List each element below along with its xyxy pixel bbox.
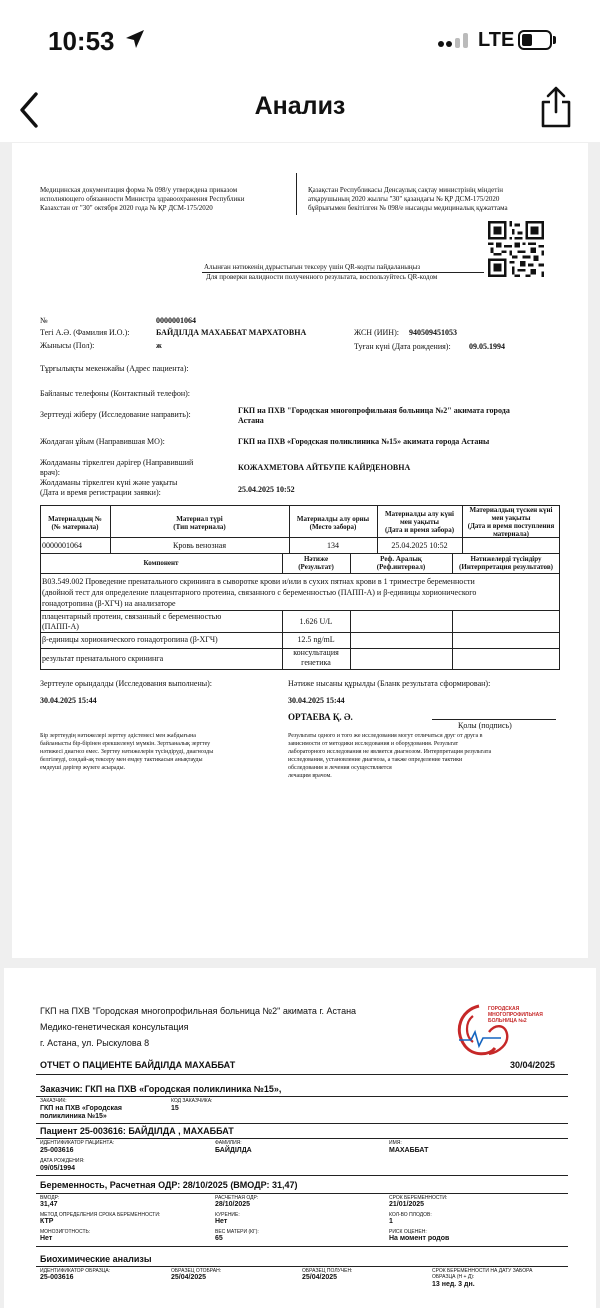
header-divider — [296, 173, 297, 215]
term-at-draw-value: 13 нед. 3 дн. — [432, 1281, 475, 1288]
sample-taken-value: 25/04/2025 — [171, 1274, 207, 1281]
mono-label: МОНОЗИГОТНОСТЬ: — [40, 1229, 91, 1235]
header-kz: Қазақстан Республикасы Денсаулық сақтау министрінің міндетін атқарушының 2020 жылғы "30" қазандағы № ҚР ДСМ-175/2020 бұйрығымен бекітілген № 098/е нысанды медициналық құжаттама — [308, 186, 508, 212]
sample-id-value: 25-003616 — [40, 1274, 74, 1281]
odr-value: 28/10/2025 — [215, 1201, 251, 1208]
method-label: МЕТОД ОПРЕДЕЛЕНИЯ СРОКА БЕРЕМЕННОСТИ: — [40, 1212, 161, 1218]
hospital-address: г. Астана, ул. Рыскулова 8 — [40, 1038, 150, 1048]
mo-value: ГКП на ПХВ «Городская поликлиника №15» акимата города Астаны — [238, 437, 490, 446]
th-collection-date: Материалды алу күні мен уақыты (Дата и время забора) — [384, 510, 455, 534]
battery-icon — [518, 30, 552, 50]
disclaimer-ru: Результаты одного и того же исследования могут отличаться друг от друга в зависимости от методики исследования и оборудования. Результат лабораторного исследования не является диагнозом. Интерпретация результата исследования, установление диагноза, а также определение тактики обследования и лечения осуществляется лечащим врачом. — [288, 733, 492, 779]
nav-bar — [0, 80, 600, 142]
th-ref-interval: Реф. Аралық (Реф.интервал) — [376, 555, 426, 571]
term-value: 21/01/2025 — [389, 1201, 425, 1208]
patient-id-value: 25-003616 — [40, 1147, 74, 1154]
sex-label: Жынысы (Пол): — [40, 341, 95, 350]
collection-place-cell: 134 — [327, 541, 339, 550]
department: Медико-генетическая консультация — [40, 1022, 189, 1032]
material-number-cell: 0000001064 — [42, 541, 82, 550]
th-component: Компонент — [143, 559, 179, 567]
sample-id-label: ИДЕНТИФИКАТОР ОБРАЗЦА: — [40, 1268, 111, 1274]
logo-text: ГОРОДСКАЯ МНОГОПРОФИЛЬНАЯ БОЛЬНИЦА №2 — [488, 1006, 543, 1024]
divider — [36, 1193, 568, 1194]
result-value: консультация генетика — [293, 648, 339, 667]
result-value: 1.626 U/L — [299, 617, 333, 626]
name-label: ИМЯ: — [389, 1140, 402, 1146]
weight-label: ВЕС МАТЕРИ (КГ): — [215, 1229, 259, 1235]
page-title: Анализ — [254, 92, 346, 120]
smoking-value: Нет — [215, 1218, 228, 1225]
done-label: Зерттеуле орындалды (Исследования выполнены): — [40, 679, 212, 688]
customer-code-label: КОД ЗАКАЗЧИКА: — [171, 1098, 213, 1104]
table-col-line — [452, 610, 453, 670]
formed-label: Нәтиже нысаны құрылды (Бланк результата сформирован): — [288, 679, 491, 688]
patient-heading: Пациент 25-003616: БАЙДІЛДА , МАХАББАТ — [40, 1126, 234, 1136]
sample-received-label: ОБРАЗЕЦ ПОЛУЧЕН: — [302, 1268, 353, 1274]
mono-value: Нет — [40, 1235, 53, 1242]
result-component: результат пренатального скрининга — [42, 654, 164, 663]
qr-code-icon — [488, 221, 544, 277]
vmodr-label: ВМОДР: — [40, 1195, 60, 1201]
doctor-value: КОЖАХМЕТОВА АЙТБУПЕ КАЙРДЕНОВНА — [238, 463, 411, 472]
signature-line — [432, 719, 556, 720]
fio-value: БАЙДІЛДА МАХАББАТ МАРХАТОВНА — [156, 328, 307, 337]
result-value: 12.5 ng/mL — [297, 635, 335, 644]
material-type-cell: Кровь венозная — [173, 541, 226, 550]
number-label: № — [40, 316, 48, 325]
table-row-line — [40, 632, 560, 633]
divider — [36, 1074, 568, 1075]
name-value: МАХАББАТ — [389, 1147, 429, 1154]
result-component: плацентарный протеин, связанный с беременностью (ПАПП-А) — [42, 612, 222, 631]
sex-value: ж — [156, 341, 162, 350]
smoking-label: КУРЕНИЕ: — [215, 1212, 240, 1218]
number-value: 0000001064 — [156, 316, 196, 325]
dob-value: 09.05.1994 — [469, 342, 505, 351]
term-at-draw-label: СРОК БЕРЕМЕННОСТИ НА ДАТУ ЗАБОРА ОБРАЗЦА (Н + Д): — [432, 1268, 533, 1280]
formed-value: 30.04.2025 15:44 — [288, 696, 345, 705]
divider — [36, 1175, 568, 1176]
sample-received-value: 25/04/2025 — [302, 1274, 338, 1281]
customer-code-value: 15 — [171, 1105, 179, 1112]
table-col-line — [350, 610, 351, 670]
address-label: Тұрғылықты мекенжайы (Адрес пациента): — [40, 364, 189, 373]
done-value: 30.04.2025 15:44 — [40, 696, 97, 705]
fetuses-value: 1 — [389, 1218, 393, 1225]
sent-by-value: ГКП на ПХВ "Городская многопрофильная больница №2" акимата города Астана — [238, 406, 510, 425]
mo-label: Жолдаған ұйым (Направившая МО): — [40, 437, 165, 446]
biochem-heading: Биохимические анализы — [40, 1254, 152, 1264]
disclaimer-kz: Бір зерттеудің нәтижелері зерттеу әдістемесі мен жабдығына байланысты бір-бірінен ерекшеленуі мүмкін. Зертханалық зерттеу нәтижесі диагноз емес. Зерттеу нәтижелерін түсіндіруді, диагнозды белгілеуді, сондай-ақ тексеру мен емдеу тактикасын анықтауды емдеуші дәрігер жүзеге асырады. — [40, 733, 214, 771]
share-icon[interactable] — [536, 84, 576, 130]
signature-label: Қолы (подпись) — [458, 721, 512, 730]
table-row-line — [40, 573, 560, 574]
hospital-name: ГКП на ПХВ "Городская многопрофильная больница №2" акимата г. Астана — [40, 1006, 357, 1016]
table-row-line — [40, 610, 560, 611]
divider — [36, 1096, 568, 1097]
report-title: ОТЧЕТ О ПАЦИЕНТЕ БАЙДІЛДА МАХАББАТ — [40, 1060, 236, 1070]
divider — [36, 1246, 568, 1247]
clock: 10:53 — [48, 26, 115, 56]
odr-label: РАСЧЕТНАЯ ОДР: — [215, 1195, 259, 1201]
risk-label: РИСК ОЦЕНЕН: — [389, 1229, 427, 1235]
battery-tip — [553, 36, 556, 44]
fetuses-label: КОЛ-ВО ПЛОДОВ: — [389, 1212, 432, 1218]
th-material-type: Материал түрі (Тип материала) — [173, 515, 226, 531]
method-value: КТР — [40, 1218, 54, 1225]
signal-strength-icon — [438, 32, 470, 50]
divider — [36, 1123, 568, 1124]
table-row-line — [40, 553, 560, 554]
customer-heading: Заказчик: ГКП на ПХВ «Городская поликлиника №15», — [40, 1084, 282, 1094]
vmodr-value: 31,47 — [40, 1201, 58, 1208]
th-result: Нәтиже (Результат) — [298, 555, 334, 571]
reg-label: Жолдаманы тіркелген күні және уақыты (Дата и время регистрации заявки): — [40, 478, 178, 497]
reg-value: 25.04.2025 10:52 — [238, 485, 295, 494]
qr-note-ru: Для проверки валидности полученного результата, воспользуйтесь QR-кодом — [206, 273, 438, 281]
dob-label: Туған күні (Дата рождения): — [354, 342, 451, 351]
sample-taken-label: ОБРАЗЕЦ ОТОБРАН: — [171, 1268, 222, 1274]
pregnancy-heading: Беременность, Расчетная ОДР: 28/10/2025 (ВМОДР: 31,47) — [40, 1180, 298, 1190]
document-page-lab-result — [12, 143, 588, 958]
divider — [36, 1138, 568, 1139]
th-interpretation: Нәтижелерді түсіндіру (Интерпретация результатов) — [459, 555, 553, 571]
risk-value: На момент родов — [389, 1235, 450, 1242]
patient-id-label: ИДЕНТИФИКАТОР ПАЦИЕНТА: — [40, 1140, 115, 1146]
weight-value: 65 — [215, 1235, 223, 1242]
collection-date-cell: 25.04.2025 10:52 — [391, 541, 448, 550]
sent-by-label: Зерттеудi жiберу (Исследование направить): — [40, 410, 191, 419]
th-received-date: Материалдың түскен күні мен уақыты (Дата и время поступления материала) — [467, 506, 555, 538]
dob-label: ДАТА РОЖДЕНИЯ: — [40, 1158, 85, 1164]
iin-value: 940509451053 — [409, 328, 457, 337]
qr-note-kz: Алынған нәтиженің дұрыстығын тексеру үшін QR-кодты пайдаланыңыз — [204, 263, 421, 271]
signer-name: ОРТАЕВА Қ. Ә. — [288, 712, 353, 722]
location-arrow-icon — [124, 28, 146, 50]
document-page-patient-report — [4, 968, 596, 1308]
test-description: B03.549.002 Проведение пренатального скрининга в сыворотке крови и/или в сухих пятнах крови в 1 триместре беременности (двойной тест для определение плацентарного протеина, связанного с беременностью (ПАПП-А) и β-единицы хорионического гонадотропина (β-ХГЧ) на анализаторе — [42, 577, 477, 608]
network-type: LTE — [478, 29, 515, 51]
fio-label: Тегі А.Ә. (Фамилия И.О.): — [40, 328, 130, 337]
th-collection-place: Материалды алу орны (Место забора) — [296, 515, 370, 531]
report-date: 30/04/2025 — [510, 1060, 556, 1070]
result-component: β-единицы хорионического гонадотропина (β-ХГЧ) — [42, 635, 218, 644]
term-label: СРОК БЕРЕМЕННОСТИ: — [389, 1195, 448, 1201]
customer-value: ГКП на ПХВ «Городская поликлиника №15» — [40, 1105, 122, 1120]
divider — [36, 1266, 568, 1267]
phone-label: Байланыс телефоны (Контактный телефон): — [40, 389, 190, 398]
surname-value: БАЙДІЛДА — [215, 1147, 252, 1154]
customer-label: ЗАКАЗЧИК: — [40, 1098, 67, 1104]
header-ru: Медицинская документация форма № 098/у утверждена приказом исполняющего обязанности Министра здравоохранения Республики Казахстан от "30" октября 2020 года № ҚР ДСМ-175/2020 — [40, 186, 245, 212]
th-material-number: Материалдың № (№ материала) — [48, 515, 102, 531]
surname-label: ФАМИЛИЯ: — [215, 1140, 242, 1146]
status-bar — [0, 0, 600, 80]
doctor-label: Жолдаманы тіркелген дәрігер (Направивший врач): — [40, 458, 194, 477]
iin-label: ЖСН (ИИН): — [354, 328, 399, 337]
dob-value: 09/05/1994 — [40, 1165, 76, 1172]
